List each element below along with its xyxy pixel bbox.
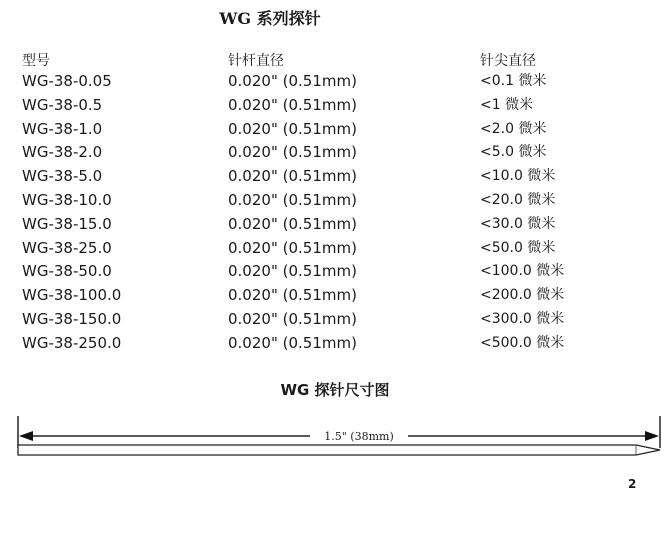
- table-row: [0, 284, 670, 308]
- cell-tip: <20.0 微米: [480, 191, 556, 208]
- cell-shaft: 0.020" (0.51mm): [228, 72, 357, 90]
- cell-shaft: 0.020" (0.51mm): [228, 286, 357, 305]
- cell-model: WG-38-0.05: [22, 72, 112, 90]
- cell-model: WG-38-1.0: [22, 119, 103, 138]
- table-row: [0, 260, 670, 284]
- header-tip-diameter: 针尖直径: [480, 53, 536, 69]
- cell-model: WG-38-250.0: [22, 333, 122, 352]
- cell-model: WG-38-10.0: [22, 190, 112, 209]
- cell-shaft: 0.020" (0.51mm): [228, 262, 357, 281]
- cell-shaft: 0.020" (0.51mm): [228, 143, 357, 162]
- cell-model: WG-38-100.0: [22, 286, 122, 305]
- table-row: [0, 237, 670, 261]
- cell-tip: <5.0 微米: [480, 144, 547, 161]
- cell-tip: <30.0 微米: [480, 215, 556, 232]
- cell-model: WG-38-25.0: [22, 238, 112, 257]
- cell-shaft: 0.020" (0.51mm): [228, 119, 357, 138]
- header-model: 型号: [22, 53, 50, 69]
- cell-model: WG-38-5.0: [22, 167, 103, 186]
- cell-tip: <50.0 微米: [480, 239, 556, 256]
- probe-body: [18, 445, 660, 455]
- table-row: [0, 189, 670, 213]
- cell-model: WG-38-50.0: [22, 262, 112, 281]
- cell-shaft: 0.020" (0.51mm): [228, 214, 357, 233]
- arrow-left-icon: [19, 431, 33, 441]
- table-row: [0, 332, 670, 356]
- table-row: [0, 118, 670, 142]
- cell-tip: <10.0 微米: [480, 168, 556, 185]
- cell-model: WG-38-15.0: [22, 214, 112, 233]
- cell-shaft: 0.020" (0.51mm): [228, 238, 357, 257]
- table-row: [0, 165, 670, 189]
- table-row: [0, 213, 670, 237]
- cell-tip: <1 微米: [480, 96, 534, 113]
- cell-tip: <0.1 微米: [480, 73, 547, 89]
- cell-tip: <500.0 微米: [480, 334, 565, 351]
- cell-shaft: 0.020" (0.51mm): [228, 333, 357, 352]
- cell-shaft: 0.020" (0.51mm): [228, 309, 357, 328]
- table-row: [0, 94, 670, 118]
- cell-tip: <2.0 微米: [480, 120, 547, 137]
- cell-shaft: 0.020" (0.51mm): [228, 167, 357, 186]
- page-number: 2: [628, 477, 637, 491]
- arrow-right-icon: [645, 431, 659, 441]
- table-row: [0, 70, 670, 94]
- cell-shaft: 0.020" (0.51mm): [228, 190, 357, 209]
- dimension-drawing-title: WG 探针尺寸图: [280, 381, 390, 399]
- spec-table: [0, 70, 670, 356]
- table-row: [0, 308, 670, 332]
- cell-model: WG-38-0.5: [22, 95, 103, 114]
- cell-model: WG-38-2.0: [22, 143, 103, 162]
- dimension-label: 1.5" (38mm): [324, 430, 394, 443]
- cell-tip: <300.0 微米: [480, 310, 565, 327]
- cell-shaft: 0.020" (0.51mm): [228, 95, 357, 114]
- cell-model: WG-38-150.0: [22, 309, 122, 328]
- header-shaft-diameter: 针杆直径: [228, 53, 284, 69]
- table-row: [0, 141, 670, 165]
- cell-tip: <200.0 微米: [480, 287, 565, 304]
- probe-dimension-drawing: [0, 400, 670, 470]
- page-title: WG 系列探针: [219, 9, 321, 28]
- cell-tip: <100.0 微米: [480, 263, 565, 280]
